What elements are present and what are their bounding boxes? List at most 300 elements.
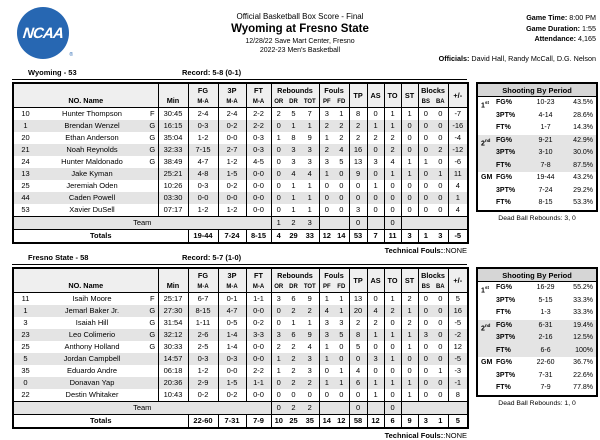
- made-attempted: 19-44: [536, 174, 555, 181]
- cell-p3: 2-4: [218, 108, 246, 121]
- col-no-name: NO. Name: [13, 83, 158, 108]
- cell-p3: 7-24: [218, 230, 246, 244]
- cell-no: 22: [21, 390, 30, 399]
- cell-st: 9: [401, 415, 418, 429]
- team-row-label: Team: [13, 217, 271, 230]
- cell-pm: -5: [448, 353, 468, 365]
- cell-ft: 8-15: [246, 230, 271, 244]
- cell-bs: 0: [418, 365, 433, 377]
- cell-tot: 2: [301, 402, 319, 415]
- shooting-row: [478, 110, 596, 123]
- cell-as-blank: [367, 217, 384, 230]
- technical-fouls-value: :NONE: [443, 431, 467, 440]
- col-to: TO: [384, 268, 401, 293]
- cell-ba: 0: [433, 329, 448, 341]
- col-3p-ma: M-A: [218, 282, 246, 293]
- cell-tp: 6: [349, 377, 367, 389]
- cell-tot: 1: [307, 205, 312, 214]
- cell-no: 35: [21, 366, 30, 375]
- cell-tp: 16: [349, 144, 367, 156]
- cell-st: 0: [401, 132, 418, 144]
- stat-label: FG%: [496, 99, 512, 106]
- cell-fg: 19-44: [188, 230, 218, 244]
- cell-name: Isaih Moore: [72, 294, 112, 303]
- cell-tot: 33: [301, 230, 319, 244]
- cell-or: 4: [271, 230, 286, 244]
- cell-bs: 0: [418, 377, 433, 389]
- cell-tp: 13: [349, 156, 367, 168]
- shooting-row: [478, 197, 596, 210]
- cell-bs: 1: [418, 156, 433, 168]
- cell-st: 0: [401, 365, 418, 377]
- cell-fd: 1: [334, 377, 349, 389]
- player-row: [13, 305, 468, 317]
- title-block: [150, 12, 450, 54]
- cell-dr: 2: [286, 402, 301, 415]
- col-3p-ma: M-A: [218, 97, 246, 108]
- cell-ba: 0: [438, 181, 443, 190]
- col-min: Min: [158, 268, 188, 293]
- season-label: 2022-23 Men's Basketball: [259, 47, 341, 54]
- cell-ft: 0-0: [246, 204, 271, 217]
- cell-fd: 0: [339, 181, 344, 190]
- cell-dr: 1: [286, 120, 301, 132]
- cell-pf: 1: [319, 168, 334, 180]
- col-blocks: Blocks: [418, 268, 448, 282]
- cell-st: 1: [401, 389, 418, 402]
- cell-st: 1: [401, 341, 418, 353]
- player-row: [13, 192, 468, 204]
- cell-dr: 4: [286, 168, 301, 180]
- header-row-groups: [13, 268, 468, 282]
- cell-pm: -6: [448, 156, 468, 168]
- cell-p3: 0-0: [218, 365, 246, 377]
- col-min: Min: [158, 83, 188, 108]
- cell-dr: 3: [291, 157, 296, 166]
- cell-dr: 1: [291, 181, 296, 190]
- stat-label: FT%: [496, 124, 511, 131]
- cell-to: 0: [384, 341, 401, 353]
- dead-ball-rebounds: Dead Ball Rebounds: 3, 0: [498, 214, 576, 222]
- stat-label: FG%: [496, 321, 512, 329]
- shooting-row: [478, 307, 596, 320]
- cell-no: 24: [21, 157, 30, 166]
- made-attempted: 10-23: [536, 99, 555, 106]
- col-rebounds: Rebounds: [271, 268, 319, 282]
- cell-pos: G: [149, 133, 156, 142]
- cell-or: 0: [271, 389, 286, 402]
- col-fg-ma: M-A: [188, 282, 218, 293]
- cell-bs: 1: [418, 230, 433, 244]
- period-label: [481, 122, 496, 135]
- cell-pf: 3: [319, 329, 334, 341]
- cell-pm: 4: [448, 204, 468, 217]
- cell-tp: 53: [349, 230, 367, 244]
- cell-fg: 0-2: [188, 389, 218, 402]
- cell-dr: 1: [286, 192, 301, 204]
- shooting-row: [478, 332, 596, 345]
- cell-ba: 0: [438, 390, 443, 399]
- cell-fd: 1: [339, 294, 344, 303]
- team-header-row: [12, 68, 467, 80]
- technical-fouls-label: Technical Fouls:: [384, 431, 444, 440]
- shooting-by-period-block: [476, 82, 598, 222]
- col-3p: 3P: [218, 83, 246, 97]
- cell-bs: 0: [418, 120, 433, 132]
- cell-fd: 0: [339, 205, 344, 214]
- period-label: [481, 160, 496, 173]
- cell-p3: 0-2: [218, 120, 246, 132]
- cell-or: 3: [271, 293, 286, 306]
- percentage: 28.6%: [573, 111, 594, 119]
- cell-st: 2: [401, 317, 418, 329]
- cell-fd: 12: [334, 415, 349, 429]
- cell-or: 0: [271, 156, 286, 168]
- cell-dr: 0: [291, 390, 296, 399]
- ordinal-suffix: st: [484, 285, 489, 290]
- stat-label: 3PT%: [496, 149, 516, 156]
- cell-to: 4: [384, 156, 401, 168]
- player-row: [13, 204, 468, 217]
- officials-value: David Hall, Randy McCall, D.G. Nelson: [471, 53, 596, 63]
- cell-tot: 9: [307, 294, 312, 303]
- cell-pos: [147, 389, 158, 402]
- percentage: 53.3%: [573, 199, 594, 206]
- cell-dr: 8: [291, 133, 296, 142]
- cell-p3: 1-4: [218, 329, 246, 341]
- player-row: [13, 168, 468, 180]
- cell-bs: 0: [418, 389, 433, 402]
- cell-p3: 0-2: [218, 389, 246, 402]
- made-attempted: 3-10: [538, 149, 553, 156]
- col-fouls: Fouls: [319, 83, 349, 97]
- cell-min: 07:17: [158, 204, 188, 217]
- stat-label: 3PT%: [496, 296, 516, 304]
- cell-pf: 1: [319, 132, 334, 144]
- cell-dr: 2: [286, 305, 301, 317]
- cell-or: 0: [271, 180, 286, 192]
- cell-trailing-blank: [401, 402, 468, 415]
- cell-to: 2: [384, 144, 401, 156]
- cell-or: 0: [271, 377, 286, 389]
- cell-st: 2: [401, 293, 418, 306]
- made-attempted: 22-60: [536, 359, 555, 366]
- stat-label: FT%: [496, 161, 511, 169]
- cell-st: 1: [401, 329, 418, 341]
- cell-st: 1: [401, 168, 418, 180]
- team-name-score: Fresno State - 58: [28, 253, 89, 262]
- player-row: [13, 377, 468, 389]
- cell-min: 16:15: [158, 120, 188, 132]
- cell-p3: 0-1: [218, 293, 246, 306]
- shooting-row: [478, 122, 596, 135]
- cell-tot: 35: [301, 415, 319, 429]
- cell-pos: G: [147, 144, 158, 156]
- cell-pm: 4: [448, 180, 468, 192]
- cell-p3: 0-5: [218, 317, 246, 329]
- cell-min: 06:18: [158, 365, 188, 377]
- cell-no: 20: [21, 133, 30, 142]
- cell-ba: 0: [438, 157, 443, 166]
- cell-to: 0: [384, 217, 401, 230]
- cell-min: 32:33: [158, 144, 188, 156]
- period-label: 2nd: [481, 137, 491, 147]
- cell-to: 1: [384, 377, 401, 389]
- col-pf: PF: [319, 97, 334, 108]
- cell-fg: 22-60: [188, 415, 218, 429]
- player-row: [13, 132, 468, 144]
- shooting-row: [478, 147, 596, 160]
- player-row: [13, 329, 468, 341]
- cell-fg: 0-3: [188, 353, 218, 365]
- cell-fg: 0-0: [188, 192, 218, 204]
- cell-pm: -16: [448, 120, 468, 132]
- cell-no: 25: [21, 342, 30, 351]
- cell-pf: 2: [319, 144, 334, 156]
- cell-or: 1: [271, 365, 286, 377]
- cell-p3: 1-5: [218, 377, 246, 389]
- officials: [439, 54, 596, 65]
- percentage: 14.3%: [573, 124, 594, 131]
- cell-dr: 25: [286, 415, 301, 429]
- cell-pf: 3: [319, 317, 334, 329]
- cell-min: 20:36: [158, 377, 188, 389]
- shooting-by-period-panel: [476, 267, 598, 397]
- cell-fd: 0: [334, 192, 349, 204]
- cell-tp: 20: [349, 305, 367, 317]
- cell-min: 25:21: [158, 168, 188, 180]
- cell-ft: 0-3: [246, 144, 271, 156]
- cell-no: 0: [13, 377, 37, 389]
- player-row: [13, 108, 468, 121]
- col-tp: TP: [349, 83, 367, 108]
- cell-as: 3: [367, 353, 384, 365]
- cell-tp: 0: [349, 353, 367, 365]
- totals-row: [13, 415, 468, 429]
- team-body: [12, 82, 596, 244]
- cell-min: 10:26: [158, 180, 188, 192]
- cell-dr: 6: [286, 329, 301, 341]
- cell-pos: [147, 168, 158, 180]
- player-row: [13, 317, 468, 329]
- cell-ft: 2-2: [246, 108, 271, 121]
- col-or: OR: [271, 282, 286, 293]
- cell-pm: 5: [448, 293, 468, 306]
- cell-pm: -7: [448, 108, 468, 121]
- ordinal-suffix: st: [484, 100, 489, 105]
- cell-or: 0: [271, 168, 286, 180]
- cell-fg: 2-4: [188, 108, 218, 121]
- cell-pf: 1: [319, 293, 334, 306]
- cell-as: 1: [367, 120, 384, 132]
- cell-name: Caden Powell: [37, 192, 147, 204]
- game-time: [439, 13, 596, 24]
- percentage: 30.0%: [573, 149, 594, 156]
- cell-to: 1: [384, 168, 401, 180]
- cell-pos: [147, 180, 158, 192]
- cell-pf: 0: [319, 180, 334, 192]
- cell-dr: 1: [291, 318, 296, 327]
- cell-pos: F: [149, 294, 155, 303]
- col-plus-minus: +/-: [448, 83, 468, 108]
- cell-no: 1: [13, 120, 37, 132]
- cell-p3: 0-2: [218, 180, 246, 192]
- table-body: [13, 108, 468, 244]
- cell-p3: 0-0: [218, 192, 246, 204]
- cell-ft: 0-0: [246, 180, 271, 192]
- col-fg-ma: M-A: [188, 97, 218, 108]
- cell-ba: 0: [438, 109, 443, 118]
- cell-pf: 0: [319, 365, 334, 377]
- cell-fd: 0: [334, 353, 349, 365]
- cell-tot: 9: [301, 329, 319, 341]
- cell-st: 3: [401, 230, 418, 244]
- percentage: 55.2%: [573, 284, 594, 291]
- cell-fd: 0: [334, 168, 349, 180]
- cell-pm: -5: [448, 317, 468, 329]
- percentage: 36.7%: [573, 359, 594, 366]
- cell-pf: 3: [319, 156, 334, 168]
- cell-to: 1: [384, 293, 401, 306]
- cell-name: Noah Reynolds: [37, 144, 147, 156]
- period-label: [481, 185, 496, 198]
- cell-min: 31:54: [158, 317, 188, 329]
- cell-pf: 14: [319, 415, 334, 429]
- player-row: [13, 365, 468, 377]
- ordinal-suffix: nd: [484, 322, 491, 328]
- col-fd: FD: [334, 282, 349, 293]
- player-row: [13, 156, 468, 168]
- cell-as: 0: [367, 365, 384, 377]
- made-attempted: 1-7: [540, 124, 551, 131]
- cell-min: 32:12: [158, 329, 188, 341]
- cell-tp: 2: [349, 317, 367, 329]
- cell-to: 0: [384, 365, 401, 377]
- cell-dr: 1: [291, 205, 296, 214]
- percentage: 42.9%: [573, 136, 594, 144]
- attendance: [439, 34, 596, 45]
- cell-name: Isaiah Hill: [75, 318, 109, 327]
- team-name-score: Wyoming - 53: [28, 68, 77, 77]
- cell-as: 0: [367, 204, 384, 217]
- shooting-row: [478, 172, 596, 185]
- cell-as: 4: [367, 305, 384, 317]
- cell-ba: 0: [433, 192, 448, 204]
- shooting-row: [478, 345, 596, 358]
- percentage: 33.3%: [573, 309, 594, 316]
- cell-pf: 1: [319, 377, 334, 389]
- col-no-name: NO. Name: [13, 268, 158, 293]
- player-row: [13, 389, 468, 402]
- team-body: [12, 267, 596, 429]
- made-attempted: 2-16: [538, 334, 553, 341]
- game-duration-value: 1:55: [582, 23, 596, 33]
- made-attempted: 7-9: [540, 384, 551, 391]
- cell-no: 23: [13, 329, 37, 341]
- game-info-block: [439, 13, 596, 64]
- cell-dr: 2: [286, 353, 301, 365]
- percentage: 29.2%: [573, 186, 594, 194]
- col-pf: PF: [319, 282, 334, 293]
- cell-no: 10: [21, 109, 30, 118]
- cell-fg: 2-9: [188, 377, 218, 389]
- dead-ball-rebounds: Dead Ball Rebounds: 1, 0: [498, 399, 576, 407]
- header-row-groups: [13, 83, 468, 97]
- shooting-row: [478, 295, 596, 308]
- cell-tot: 1: [307, 318, 312, 327]
- cell-bs: 0: [418, 293, 433, 306]
- cell-tot: 1: [301, 192, 319, 204]
- cell-fg: 6-7: [188, 293, 218, 306]
- col-rebounds: Rebounds: [271, 83, 319, 97]
- cell-ba: 1: [433, 168, 448, 180]
- box-score-table: [12, 82, 469, 244]
- cell-or: 0: [271, 402, 286, 415]
- cell-bs: 0: [418, 317, 433, 329]
- totals-label: Totals: [13, 415, 188, 429]
- cell-pos: G: [149, 318, 156, 327]
- cell-bs: 0: [418, 168, 433, 180]
- cell-tp: 8: [349, 329, 367, 341]
- cell-fd: 1: [339, 366, 344, 375]
- cell-pf: 4: [319, 305, 334, 317]
- cell-ba: 0: [433, 305, 448, 317]
- cell-or: 1: [271, 132, 286, 144]
- cell-p3: 7-31: [218, 415, 246, 429]
- cell-p3: 0-3: [218, 353, 246, 365]
- cell-name: Jemarl Baker Jr.: [37, 305, 147, 317]
- cell-fg: 7-15: [188, 144, 218, 156]
- cell-tot: 1: [307, 181, 312, 190]
- cell-pm: 12: [448, 341, 468, 353]
- cell-or: 0: [271, 305, 286, 317]
- percentage: 43.5%: [573, 99, 594, 106]
- cell-tp: 0: [349, 180, 367, 192]
- cell-pf: 12: [319, 230, 334, 244]
- cell-ft: 0-0: [246, 353, 271, 365]
- cell-fg: 2-5: [188, 341, 218, 353]
- cell-no: 53: [21, 205, 30, 214]
- cell-name: Leo Colimerio: [37, 329, 147, 341]
- cell-p3: 0-0: [218, 132, 246, 144]
- cell-pos: [147, 204, 158, 217]
- made-attempted: 6-6: [540, 346, 551, 354]
- made-attempted: 16-29: [536, 284, 555, 291]
- cell-pm: 16: [448, 305, 468, 317]
- player-row: [13, 180, 468, 192]
- cell-pos: [147, 353, 158, 365]
- cell-fg: 0-3: [188, 120, 218, 132]
- cell-to: 1: [384, 353, 401, 365]
- cell-ft: 0-0: [246, 341, 271, 353]
- period-label: [481, 382, 496, 395]
- game-title: Wyoming at Fresno State: [231, 23, 369, 35]
- cell-ft: 1-1: [246, 293, 271, 306]
- cell-tp: 9: [349, 168, 367, 180]
- col-to: TO: [384, 83, 401, 108]
- cell-fouls-blank: [319, 402, 349, 415]
- cell-or: 0: [271, 120, 286, 132]
- cell-or: 10: [271, 415, 286, 429]
- cell-no: 25: [21, 181, 30, 190]
- col-ba: BA: [433, 282, 448, 293]
- shooting-row: [478, 135, 596, 148]
- percentage: 22.6%: [573, 371, 594, 379]
- cell-or: 2: [271, 341, 286, 353]
- cell-no: 5: [13, 353, 37, 365]
- cell-p3: 1-2: [218, 204, 246, 217]
- cell-ft: 7-9: [246, 415, 271, 429]
